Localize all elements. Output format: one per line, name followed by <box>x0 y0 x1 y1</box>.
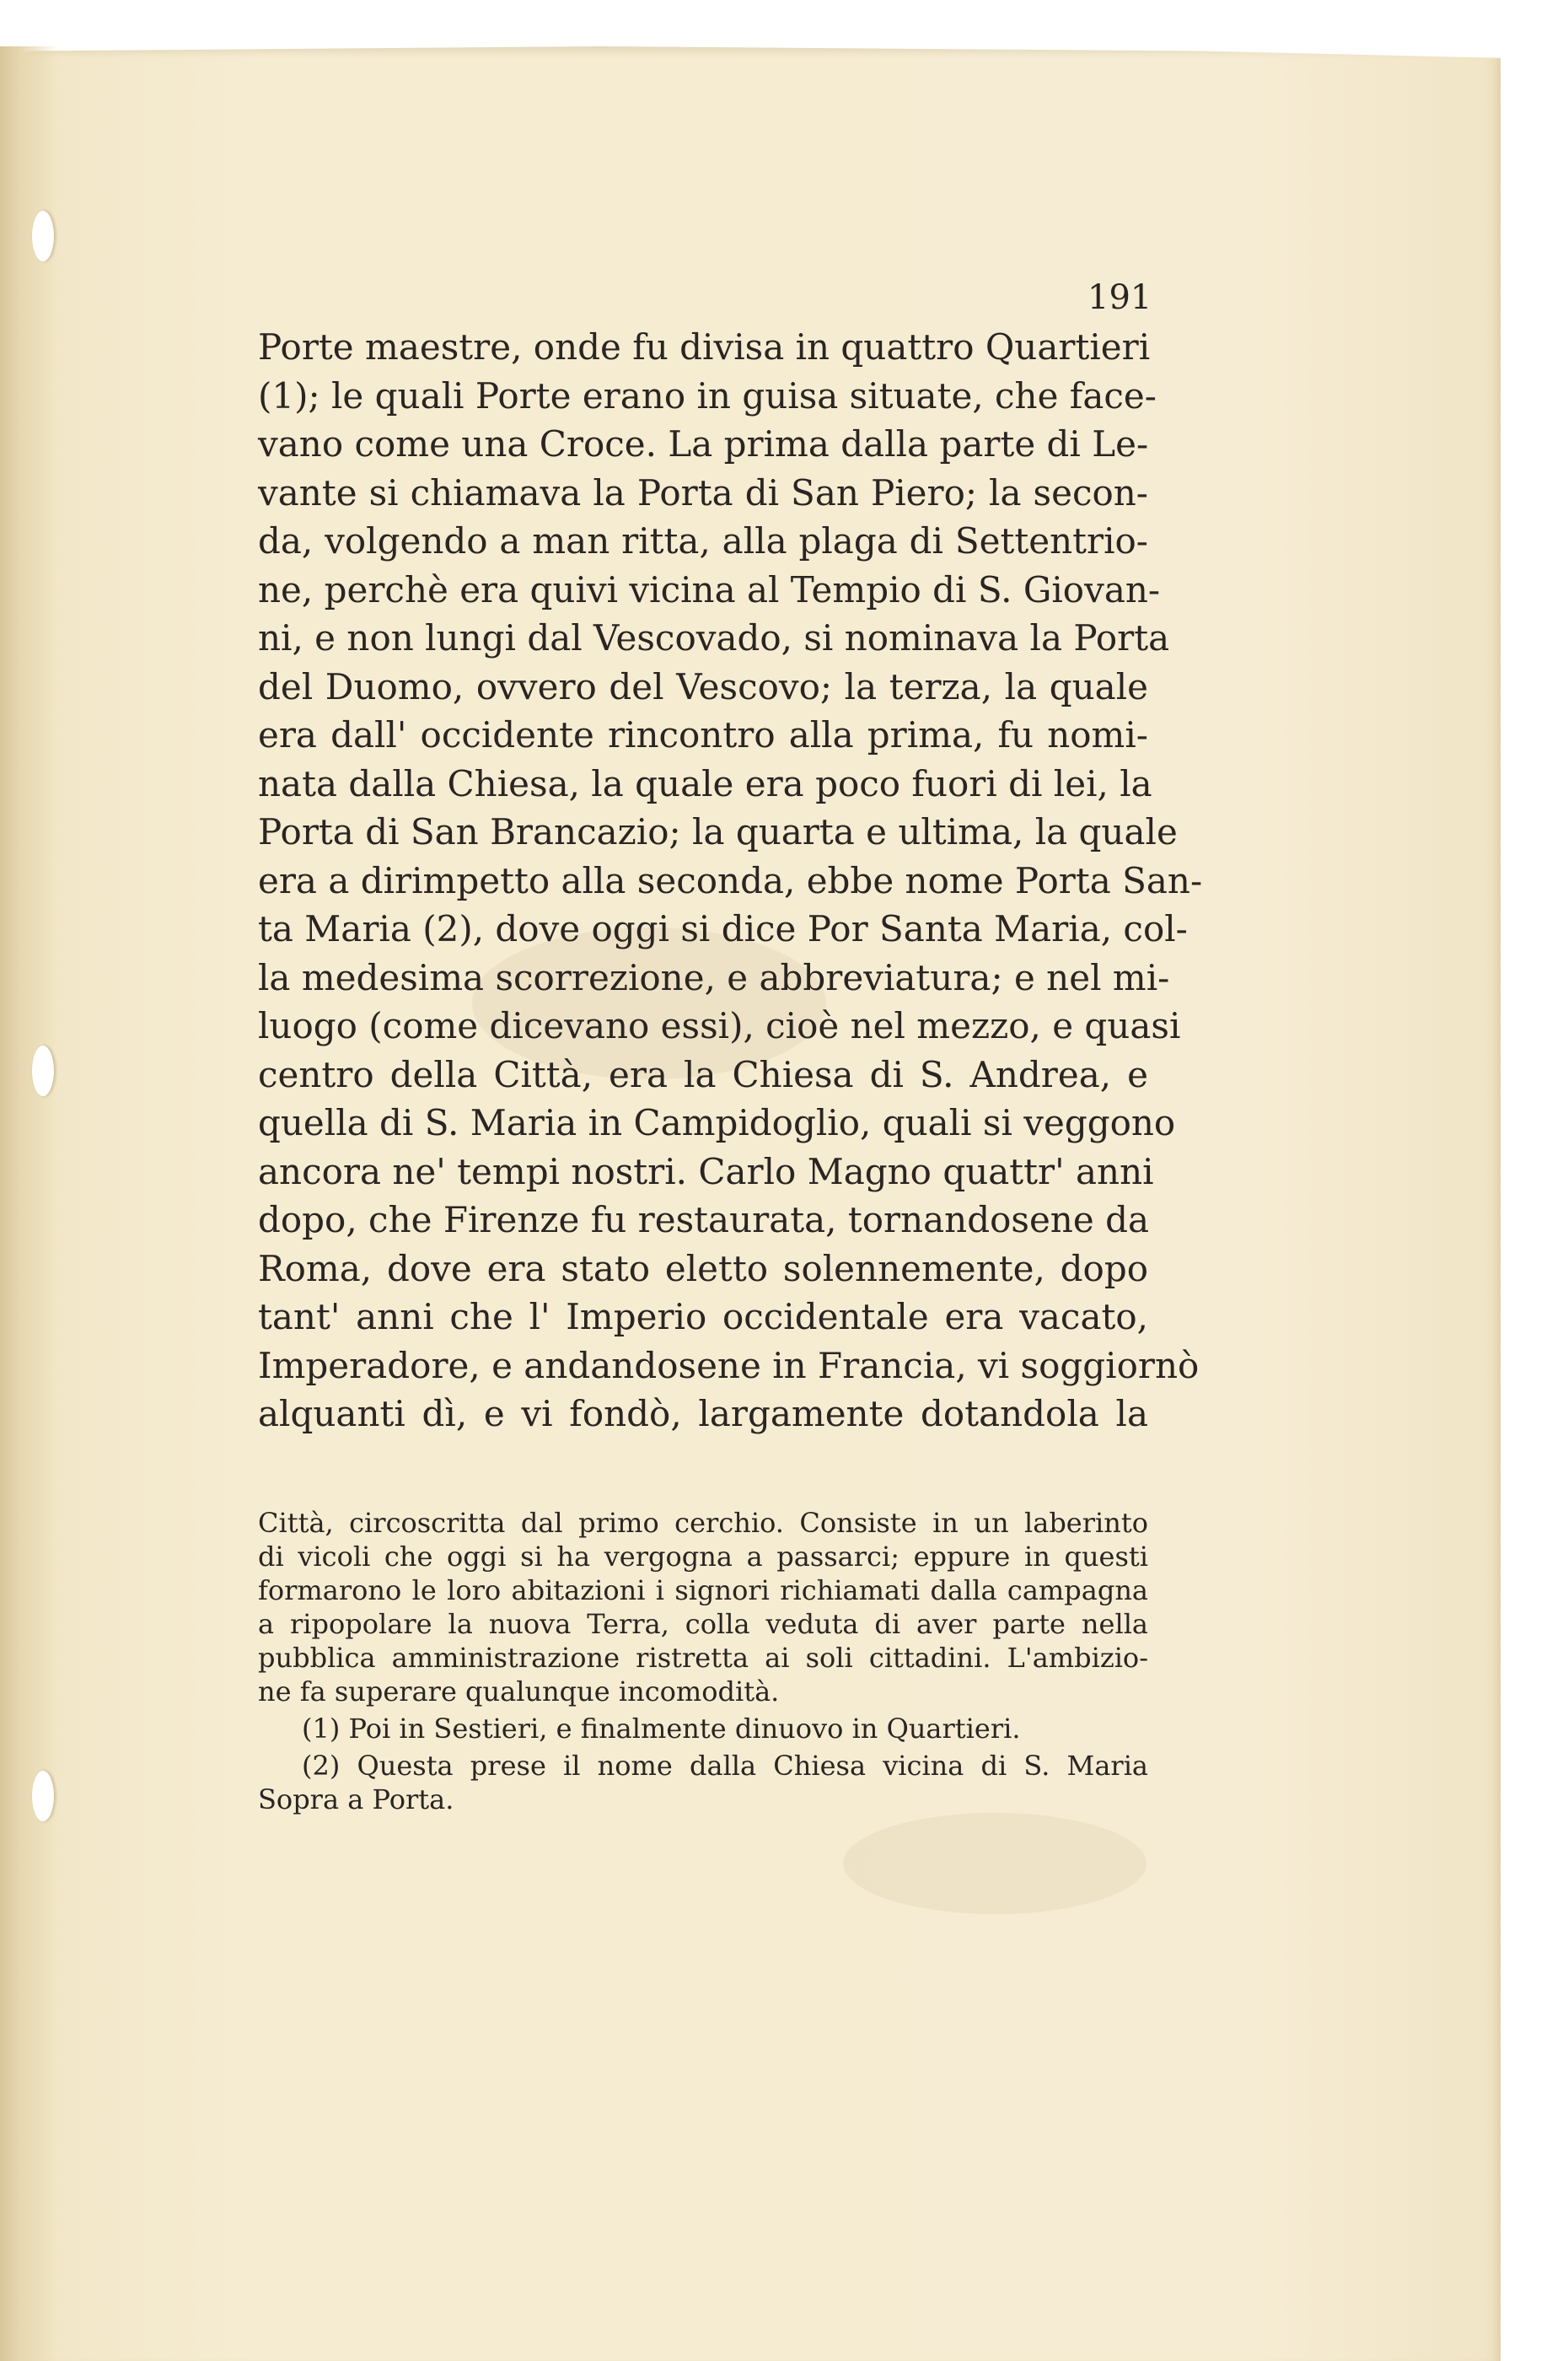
footnote-line: di vicoli che oggi si ha vergogna a passarci; eppure in questi <box>258 1541 1148 1573</box>
main-text <box>258 323 1203 1439</box>
footnote-1 <box>258 1712 1148 1745</box>
text-line: alquanti dì, e vi fondò, largamente dotandola la <box>258 1393 1148 1434</box>
binding-hole <box>32 1046 54 1096</box>
text-line: Porte maestre, onde fu divisa in quattro Quartieri <box>258 326 1151 368</box>
footnote-line: a ripopolare la nuova Terra, colla veduta di aver parte nella <box>258 1608 1148 1640</box>
text-line: centro della Città, era la Chiesa di S. Andrea, e <box>258 1053 1148 1095</box>
footnote-line: Sopra a Porta. <box>258 1783 454 1815</box>
text-line: da, volgendo a man ritta, alla plaga di Settentrio- <box>258 520 1148 562</box>
footnote-2 <box>258 1749 1148 1816</box>
text-line: Roma, dove era stato eletto solennemente, dopo <box>258 1247 1148 1289</box>
text-line: luogo (come dicevano essi), cioè nel mezzo, e quasi <box>258 1005 1181 1046</box>
text-line: vante si chiamava la Porta di San Piero; la secon- <box>258 471 1148 514</box>
text-line: era dall' occidente rincontro alla prima, fu nomi- <box>258 714 1148 756</box>
text-line: Porta di San Brancazio; la quarta e ultima, la quale <box>258 811 1178 852</box>
text-line: ta Maria (2), dove oggi si dice Por Santa Maria, col- <box>258 908 1188 949</box>
paper-stain <box>843 1813 1146 1914</box>
binding-hole <box>32 1771 54 1821</box>
footnote-line: pubblica amministrazione ristretta ai soli cittadini. L'ambizio- <box>258 1642 1148 1674</box>
text-line: ni, e non lungi dal Vescovado, si nominava la Porta <box>258 617 1170 659</box>
footnote-line: (2) Questa prese il nome dalla Chiesa vicina di S. Maria <box>302 1750 1148 1782</box>
text-line: quella di S. Maria in Campidoglio, quali si veggono <box>258 1102 1176 1143</box>
text-line: la medesima scorrezione, e abbreviatura; e nel mi- <box>258 956 1170 998</box>
text-line: tant' anni che l' Imperio occidentale era vacato, <box>258 1296 1148 1337</box>
footnote-line: (1) Poi in Sestieri, e finalmente dinuovo in Quartieri. <box>302 1713 1021 1745</box>
text-line: vano come una Croce. La prima dalla parte di Le- <box>258 423 1149 465</box>
footnotes <box>258 1506 1148 1816</box>
footnote-line: Città, circoscritta dal primo cerchio. Consiste in un laberinto <box>258 1507 1148 1539</box>
text-line: del Duomo, ovvero del Vescovo; la terza, la quale <box>258 665 1148 707</box>
binding-edge <box>0 46 59 2361</box>
footnote-line: formarono le loro abitazioni i signori richiamati dalla campagna <box>258 1574 1148 1606</box>
text-line: (1); le quali Porte erano in guisa situate, che face- <box>258 374 1157 417</box>
binding-hole <box>32 211 54 261</box>
text-line: ancora ne' tempi nostri. Carlo Magno quattr' anni <box>258 1150 1154 1192</box>
text-line: dopo, che Firenze fu restaurata, tornandosene da <box>258 1199 1149 1240</box>
footnote-line: ne fa superare qualunque incomodità. <box>258 1675 780 1708</box>
page-number: 191 <box>1087 278 1152 317</box>
text-line: nata dalla Chiesa, la quale era poco fuori di lei, la <box>258 762 1152 804</box>
text-line: ne, perchè era quivi vicina al Tempio di S. Giovan- <box>258 568 1161 610</box>
text-line: Imperadore, e andandosene in Francia, vi soggiornò <box>258 1344 1200 1386</box>
text-line: era a dirimpetto alla seconda, ebbe nome Porta San- <box>258 859 1203 901</box>
